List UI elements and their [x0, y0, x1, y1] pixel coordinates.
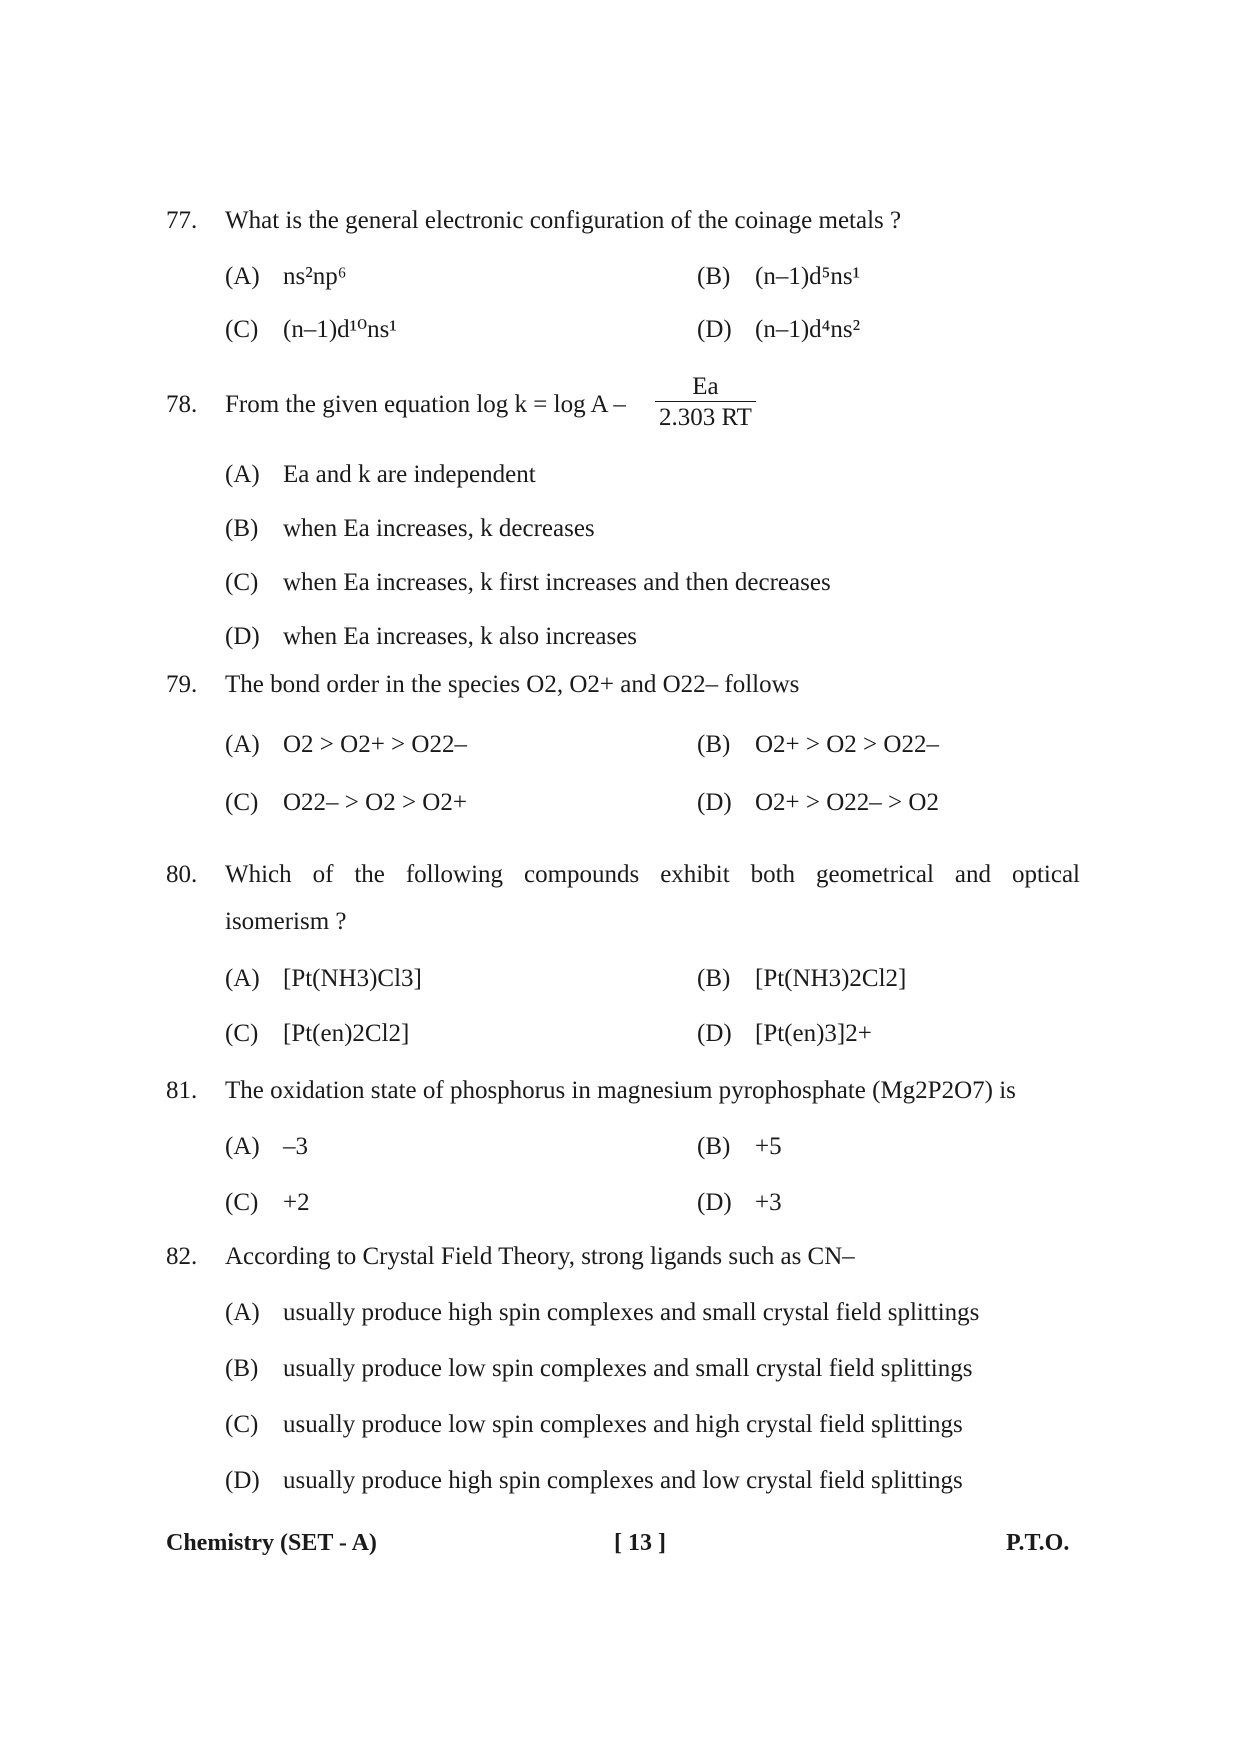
option-b	[697, 966, 906, 991]
fraction-denominator: 2.303 RT	[659, 404, 752, 431]
option-label: (A)	[225, 1299, 260, 1326]
option-c	[225, 570, 831, 595]
option-text: when Ea increases, k first increases and then decreases	[283, 569, 831, 596]
option-text: [Pt(NH3)Cl3]	[283, 965, 422, 992]
option-label: (D)	[697, 789, 732, 816]
option-d	[697, 1190, 782, 1215]
option-label: (C)	[225, 1189, 259, 1216]
option-text: ns²np⁶	[283, 263, 347, 290]
option-label: (A)	[225, 965, 260, 992]
option-text: Ea and k are independent	[283, 461, 536, 488]
option-label: (B)	[697, 1133, 731, 1160]
option-text: when Ea increases, k also increases	[283, 623, 638, 650]
option-d	[697, 790, 939, 815]
option-text: [Pt(en)3]2+	[755, 1020, 872, 1047]
option-d	[225, 1468, 963, 1493]
footer-subject: Chemistry (SET - A)	[166, 1530, 377, 1556]
option-a	[225, 1300, 979, 1325]
option-label: (A)	[225, 263, 260, 290]
option-text: (n–1)d⁵ns¹	[755, 263, 861, 290]
option-text: (n–1)d¹⁰ns¹	[283, 316, 397, 343]
option-a	[225, 264, 346, 289]
option-text: usually produce high spin complexes and small crystal field splittings	[283, 1299, 980, 1326]
option-text: O22– > O2 > O2+	[283, 789, 467, 816]
equation-text: From the given equation log k = log A –	[225, 391, 626, 418]
option-b	[225, 516, 595, 541]
question-stem	[225, 392, 626, 417]
option-d	[225, 624, 637, 649]
option-text: O2+ > O2 > O22–	[755, 731, 939, 758]
option-text: (n–1)d⁴ns²	[755, 316, 861, 343]
option-label: (D)	[225, 1467, 260, 1494]
option-label: (B)	[225, 1355, 259, 1382]
option-c	[225, 1021, 409, 1046]
option-text: O2+ > O22– > O2	[755, 789, 939, 816]
option-label: (C)	[225, 1020, 259, 1047]
question-number: 80.	[166, 861, 198, 888]
option-label: (C)	[225, 569, 259, 596]
question-stem-line2: isomerism ?	[225, 908, 347, 935]
option-text: –3	[283, 1133, 308, 1160]
option-a	[225, 732, 467, 757]
option-label: (D)	[225, 623, 260, 650]
option-d	[697, 317, 860, 342]
option-text: [Pt(NH3)2Cl2]	[755, 965, 907, 992]
option-text: +5	[755, 1133, 782, 1160]
question-stem-line1: Which of the following compounds exhibit both geometrical and optical	[225, 861, 1080, 888]
option-label: (D)	[697, 1020, 732, 1047]
option-a	[225, 966, 422, 991]
option-text: when Ea increases, k decreases	[283, 515, 595, 542]
option-label: (A)	[225, 461, 260, 488]
option-c	[225, 317, 397, 342]
question-stem: The bond order in the species O2, O2+ and O22– follows	[225, 671, 800, 698]
option-text: +2	[283, 1189, 310, 1216]
option-c	[225, 1190, 310, 1215]
option-text: usually produce high spin complexes and low crystal field splittings	[283, 1467, 963, 1494]
question-number: 81.	[166, 1077, 198, 1104]
question-number: 79.	[166, 671, 198, 698]
equation-fraction	[655, 374, 756, 430]
question-stem: According to Crystal Field Theory, strong ligands such as CN–	[225, 1243, 855, 1270]
option-b	[697, 1134, 782, 1159]
question-stem: The oxidation state of phosphorus in magnesium pyrophosphate (Mg2P2O7) is	[225, 1077, 1016, 1104]
question-stem: What is the general electronic configuration of the coinage metals ?	[225, 207, 902, 234]
option-b	[697, 264, 860, 289]
option-b	[225, 1356, 972, 1381]
option-text: usually produce low spin complexes and high crystal field splittings	[283, 1411, 963, 1438]
option-label: (A)	[225, 1133, 260, 1160]
fraction-numerator: Ea	[655, 374, 756, 402]
option-c	[225, 790, 467, 815]
option-label: (D)	[697, 316, 732, 343]
page-number: [ 13 ]	[614, 1530, 666, 1556]
option-a	[225, 1134, 308, 1159]
option-label: (B)	[697, 263, 731, 290]
option-text: usually produce low spin complexes and small crystal field splittings	[283, 1355, 973, 1382]
footer-pto: P.T.O.	[1006, 1530, 1070, 1556]
option-text: +3	[755, 1189, 782, 1216]
option-d	[697, 1021, 872, 1046]
question-number: 77.	[166, 207, 198, 234]
question-number: 78.	[166, 391, 198, 418]
option-label: (C)	[225, 1411, 259, 1438]
option-c	[225, 1412, 963, 1437]
option-label: (C)	[225, 789, 259, 816]
option-label: (B)	[697, 731, 731, 758]
option-a	[225, 462, 536, 487]
option-label: (C)	[225, 316, 259, 343]
option-text: O2 > O2+ > O22–	[283, 731, 467, 758]
question-number: 82.	[166, 1243, 198, 1270]
option-label: (D)	[697, 1189, 732, 1216]
option-label: (A)	[225, 731, 260, 758]
option-b	[697, 732, 939, 757]
option-text: [Pt(en)2Cl2]	[283, 1020, 410, 1047]
option-label: (B)	[225, 515, 259, 542]
option-label: (B)	[697, 965, 731, 992]
